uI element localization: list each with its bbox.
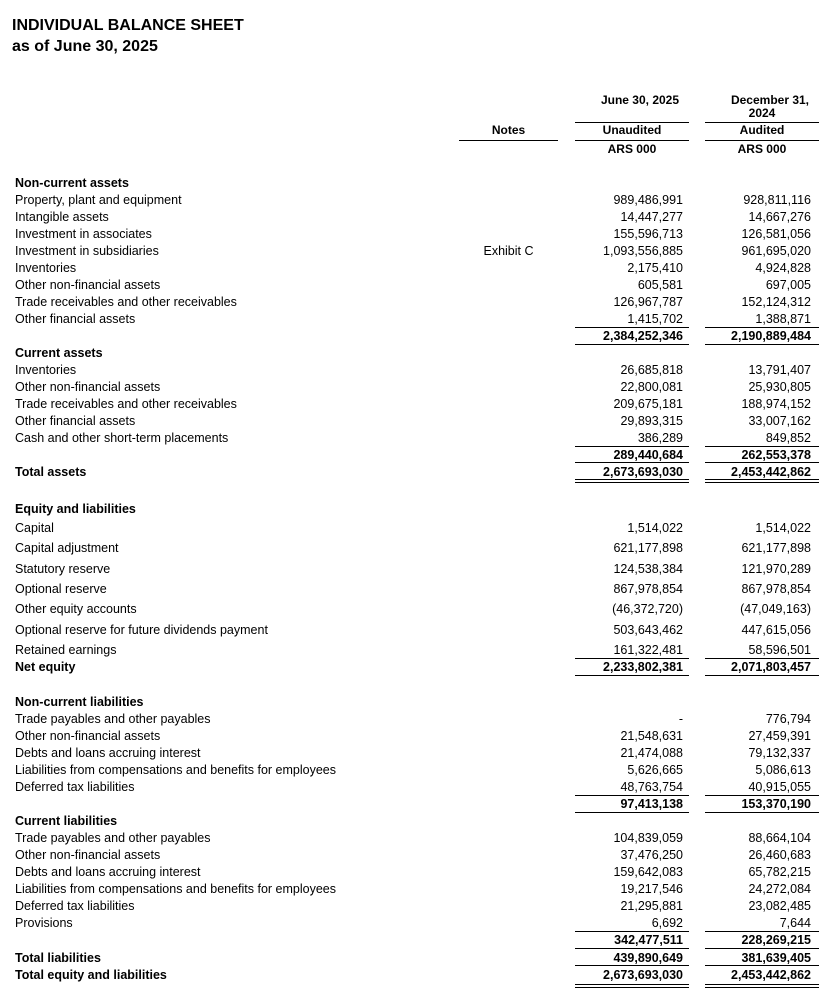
value-dec-2024: 25,930,805 bbox=[748, 380, 811, 394]
underline-col2 bbox=[705, 984, 819, 988]
value-dec-2024: 27,459,391 bbox=[748, 729, 811, 743]
value-june-2025: 503,643,462 bbox=[613, 623, 683, 637]
table-row bbox=[0, 311, 833, 327]
table-row bbox=[0, 745, 833, 761]
col2-status: Audited bbox=[739, 123, 785, 137]
row-label: Investment in subsidiaries bbox=[15, 244, 159, 258]
row-label: Trade receivables and other receivables bbox=[15, 397, 237, 411]
value-june-2025: 48,763,754 bbox=[620, 780, 683, 794]
row-label: Total assets bbox=[15, 465, 87, 479]
underline-col1 bbox=[575, 948, 689, 949]
value-dec-2024: 152,124,312 bbox=[741, 295, 811, 309]
underline-col2 bbox=[705, 658, 819, 659]
value-dec-2024: 7,644 bbox=[779, 916, 811, 930]
underline-col2 bbox=[705, 446, 819, 447]
table-row bbox=[0, 898, 833, 914]
value-june-2025: 2,175,410 bbox=[627, 261, 683, 275]
row-label: Net equity bbox=[15, 660, 76, 674]
underline-col1 bbox=[575, 479, 689, 483]
value-dec-2024: (47,049,163) bbox=[740, 602, 811, 616]
value-dec-2024: 867,978,854 bbox=[741, 582, 811, 596]
underline-col1 bbox=[575, 795, 689, 796]
notes-underline bbox=[459, 140, 558, 141]
col2-date-line2: 2024 bbox=[748, 106, 776, 120]
underline-col1 bbox=[575, 658, 689, 659]
row-label: Intangible assets bbox=[15, 210, 109, 224]
value-june-2025: 155,596,713 bbox=[613, 227, 683, 241]
underline-col2 bbox=[705, 344, 819, 345]
value-june-2025: 5,626,665 bbox=[627, 763, 683, 777]
col2-unit: ARS 000 bbox=[737, 142, 787, 156]
table-row bbox=[0, 581, 833, 597]
value-dec-2024: 262,553,378 bbox=[741, 448, 811, 462]
row-label: Capital bbox=[15, 521, 54, 535]
subtotal-row bbox=[0, 796, 833, 812]
row-label: Non-current liabilities bbox=[15, 695, 144, 709]
subtotal-row bbox=[0, 932, 833, 948]
table-row bbox=[0, 243, 833, 259]
underline-col1 bbox=[575, 675, 689, 676]
table-row bbox=[0, 622, 833, 638]
page-subtitle: as of June 30, 2025 bbox=[12, 38, 158, 55]
row-label: Total liabilities bbox=[15, 951, 101, 965]
value-dec-2024: 126,581,056 bbox=[741, 227, 811, 241]
col1-unit: ARS 000 bbox=[607, 142, 657, 156]
row-label: Optional reserve for future dividends payment bbox=[15, 623, 268, 637]
value-june-2025: 124,538,384 bbox=[613, 562, 683, 576]
value-dec-2024: 1,514,022 bbox=[755, 521, 811, 535]
value-june-2025: 19,217,546 bbox=[620, 882, 683, 896]
value-june-2025: 621,177,898 bbox=[613, 541, 683, 555]
col1-status: Unaudited bbox=[602, 123, 662, 137]
value-june-2025: 989,486,991 bbox=[613, 193, 683, 207]
row-label: Current liabilities bbox=[15, 814, 118, 828]
value-dec-2024: 381,639,405 bbox=[741, 951, 811, 965]
value-june-2025: 605,581 bbox=[637, 278, 683, 292]
value-june-2025: 209,675,181 bbox=[613, 397, 683, 411]
value-dec-2024: 13,791,407 bbox=[748, 363, 811, 377]
underline-col1 bbox=[575, 812, 689, 813]
table-row bbox=[0, 762, 833, 778]
table-row bbox=[0, 396, 833, 412]
value-dec-2024: 228,269,215 bbox=[741, 933, 811, 947]
table-row bbox=[0, 520, 833, 536]
col1-date-underline bbox=[575, 122, 689, 123]
underline-col1 bbox=[575, 984, 689, 988]
value-june-2025: 2,233,802,381 bbox=[603, 660, 683, 674]
value-june-2025: 2,673,693,030 bbox=[603, 465, 683, 479]
row-label: Deferred tax liabilities bbox=[15, 780, 135, 794]
row-label: Statutory reserve bbox=[15, 562, 111, 576]
value-june-2025: 126,967,787 bbox=[613, 295, 683, 309]
row-label: Inventories bbox=[15, 261, 77, 275]
col2-date-line1: December 31, bbox=[730, 93, 810, 107]
section-heading bbox=[0, 813, 833, 829]
value-dec-2024: 4,924,828 bbox=[755, 261, 811, 275]
underline-col2 bbox=[705, 812, 819, 813]
value-june-2025: 97,413,138 bbox=[620, 797, 683, 811]
value-dec-2024: 24,272,084 bbox=[748, 882, 811, 896]
table-row bbox=[0, 847, 833, 863]
value-june-2025: 386,289 bbox=[637, 431, 683, 445]
row-label: Trade payables and other payables bbox=[15, 712, 211, 726]
section-heading bbox=[0, 694, 833, 710]
table-row bbox=[0, 294, 833, 310]
table-row bbox=[0, 864, 833, 880]
section-heading bbox=[0, 345, 833, 361]
table-row bbox=[0, 728, 833, 744]
value-dec-2024: 2,071,803,457 bbox=[731, 660, 811, 674]
table-row bbox=[0, 642, 833, 658]
value-dec-2024: 40,915,055 bbox=[748, 780, 811, 794]
value-dec-2024: 697,005 bbox=[765, 278, 811, 292]
underline-col1 bbox=[575, 462, 689, 463]
row-label: Other non-financial assets bbox=[15, 848, 161, 862]
page-title: INDIVIDUAL BALANCE SHEET bbox=[12, 17, 244, 34]
value-june-2025: 867,978,854 bbox=[613, 582, 683, 596]
table-row bbox=[0, 601, 833, 617]
section-heading bbox=[0, 175, 833, 191]
row-label: Provisions bbox=[15, 916, 73, 930]
table-row bbox=[0, 915, 833, 931]
value-dec-2024: 1,388,871 bbox=[755, 312, 811, 326]
table-row bbox=[0, 779, 833, 795]
value-dec-2024: 2,453,442,862 bbox=[731, 968, 811, 982]
underline-col1 bbox=[575, 446, 689, 447]
table-row bbox=[0, 881, 833, 897]
table-row bbox=[0, 260, 833, 276]
row-label: Current assets bbox=[15, 346, 103, 360]
value-dec-2024: 447,615,056 bbox=[741, 623, 811, 637]
row-label: Other financial assets bbox=[15, 414, 136, 428]
table-row bbox=[0, 277, 833, 293]
row-note: Exhibit C bbox=[483, 244, 534, 258]
underline-col2 bbox=[705, 675, 819, 676]
underline-col1 bbox=[575, 931, 689, 932]
underline-col2 bbox=[705, 948, 819, 949]
value-june-2025: 21,474,088 bbox=[620, 746, 683, 760]
row-label: Equity and liabilities bbox=[15, 502, 136, 516]
value-dec-2024: 33,007,162 bbox=[748, 414, 811, 428]
value-dec-2024: 5,086,613 bbox=[755, 763, 811, 777]
value-june-2025: 1,514,022 bbox=[627, 521, 683, 535]
row-label: Debts and loans accruing interest bbox=[15, 865, 201, 879]
underline-col2 bbox=[705, 795, 819, 796]
total-row bbox=[0, 950, 833, 966]
value-june-2025: 21,548,631 bbox=[620, 729, 683, 743]
underline-col2 bbox=[705, 462, 819, 463]
underline-col2 bbox=[705, 479, 819, 483]
underline-col1 bbox=[575, 965, 689, 966]
table-row bbox=[0, 711, 833, 727]
row-label: Deferred tax liabilities bbox=[15, 899, 135, 913]
table-row bbox=[0, 540, 833, 556]
row-label: Capital adjustment bbox=[15, 541, 119, 555]
row-label: Trade payables and other payables bbox=[15, 831, 211, 845]
value-june-2025: 14,447,277 bbox=[620, 210, 683, 224]
value-june-2025: 37,476,250 bbox=[620, 848, 683, 862]
value-dec-2024: 621,177,898 bbox=[741, 541, 811, 555]
col2-status-underline bbox=[705, 140, 819, 141]
value-june-2025: 2,673,693,030 bbox=[603, 968, 683, 982]
value-dec-2024: 849,852 bbox=[765, 431, 811, 445]
row-label: Inventories bbox=[15, 363, 77, 377]
row-label: Liabilities from compensations and benefits for employees bbox=[15, 763, 337, 777]
value-dec-2024: 65,782,215 bbox=[748, 865, 811, 879]
row-label: Other equity accounts bbox=[15, 602, 137, 616]
subtotal-row bbox=[0, 447, 833, 463]
row-label: Investment in associates bbox=[15, 227, 152, 241]
value-dec-2024: 79,132,337 bbox=[748, 746, 811, 760]
value-june-2025: 26,685,818 bbox=[620, 363, 683, 377]
row-label: Other non-financial assets bbox=[15, 729, 161, 743]
subtotal-row bbox=[0, 328, 833, 344]
col1-status-underline bbox=[575, 140, 689, 141]
value-june-2025: 1,415,702 bbox=[627, 312, 683, 326]
value-june-2025: (46,372,720) bbox=[612, 602, 683, 616]
value-june-2025: 21,295,881 bbox=[620, 899, 683, 913]
value-june-2025: 22,800,081 bbox=[620, 380, 683, 394]
value-dec-2024: 88,664,104 bbox=[748, 831, 811, 845]
row-label: Liabilities from compensations and benefits for employees bbox=[15, 882, 337, 896]
row-label: Debts and loans accruing interest bbox=[15, 746, 201, 760]
value-dec-2024: 14,667,276 bbox=[748, 210, 811, 224]
value-dec-2024: 188,974,152 bbox=[741, 397, 811, 411]
value-dec-2024: 58,596,501 bbox=[748, 643, 811, 657]
col1-date: June 30, 2025 bbox=[600, 93, 680, 107]
row-label: Trade receivables and other receivables bbox=[15, 295, 237, 309]
value-dec-2024: 26,460,683 bbox=[748, 848, 811, 862]
value-june-2025: - bbox=[678, 712, 683, 726]
total-row bbox=[0, 967, 833, 983]
value-dec-2024: 23,082,485 bbox=[748, 899, 811, 913]
value-june-2025: 342,477,511 bbox=[614, 933, 683, 947]
table-row bbox=[0, 192, 833, 208]
total-row bbox=[0, 464, 833, 480]
table-row bbox=[0, 430, 833, 446]
col2-date-underline bbox=[705, 122, 819, 123]
table-row bbox=[0, 379, 833, 395]
value-june-2025: 289,440,684 bbox=[613, 448, 683, 462]
value-dec-2024: 121,970,289 bbox=[741, 562, 811, 576]
notes-header: Notes bbox=[491, 123, 526, 137]
value-june-2025: 161,322,481 bbox=[613, 643, 683, 657]
value-june-2025: 2,384,252,346 bbox=[603, 329, 683, 343]
section-heading bbox=[0, 501, 833, 517]
row-label: Total equity and liabilities bbox=[15, 968, 167, 982]
value-june-2025: 29,893,315 bbox=[620, 414, 683, 428]
underline-col1 bbox=[575, 344, 689, 345]
underline-col2 bbox=[705, 327, 819, 328]
table-row bbox=[0, 413, 833, 429]
table-row bbox=[0, 226, 833, 242]
underline-col2 bbox=[705, 965, 819, 966]
row-label: Other financial assets bbox=[15, 312, 136, 326]
underline-col1 bbox=[575, 327, 689, 328]
table-row bbox=[0, 362, 833, 378]
value-june-2025: 104,839,059 bbox=[613, 831, 683, 845]
row-label: Non-current assets bbox=[15, 176, 129, 190]
value-june-2025: 439,890,649 bbox=[613, 951, 683, 965]
value-dec-2024: 153,370,190 bbox=[741, 797, 811, 811]
value-dec-2024: 961,695,020 bbox=[741, 244, 811, 258]
value-june-2025: 1,093,556,885 bbox=[603, 244, 683, 258]
row-label: Other non-financial assets bbox=[15, 380, 161, 394]
underline-col2 bbox=[705, 931, 819, 932]
value-dec-2024: 2,453,442,862 bbox=[731, 465, 811, 479]
row-label: Other non-financial assets bbox=[15, 278, 161, 292]
row-label: Retained earnings bbox=[15, 643, 117, 657]
table-row bbox=[0, 209, 833, 225]
table-row bbox=[0, 830, 833, 846]
total-row bbox=[0, 659, 833, 675]
value-dec-2024: 2,190,889,484 bbox=[731, 329, 811, 343]
table-row bbox=[0, 561, 833, 577]
value-june-2025: 6,692 bbox=[651, 916, 683, 930]
row-label: Cash and other short-term placements bbox=[15, 431, 229, 445]
value-dec-2024: 928,811,116 bbox=[743, 193, 811, 207]
row-label: Property, plant and equipment bbox=[15, 193, 182, 207]
row-label: Optional reserve bbox=[15, 582, 107, 596]
value-dec-2024: 776,794 bbox=[765, 712, 811, 726]
value-june-2025: 159,642,083 bbox=[613, 865, 683, 879]
